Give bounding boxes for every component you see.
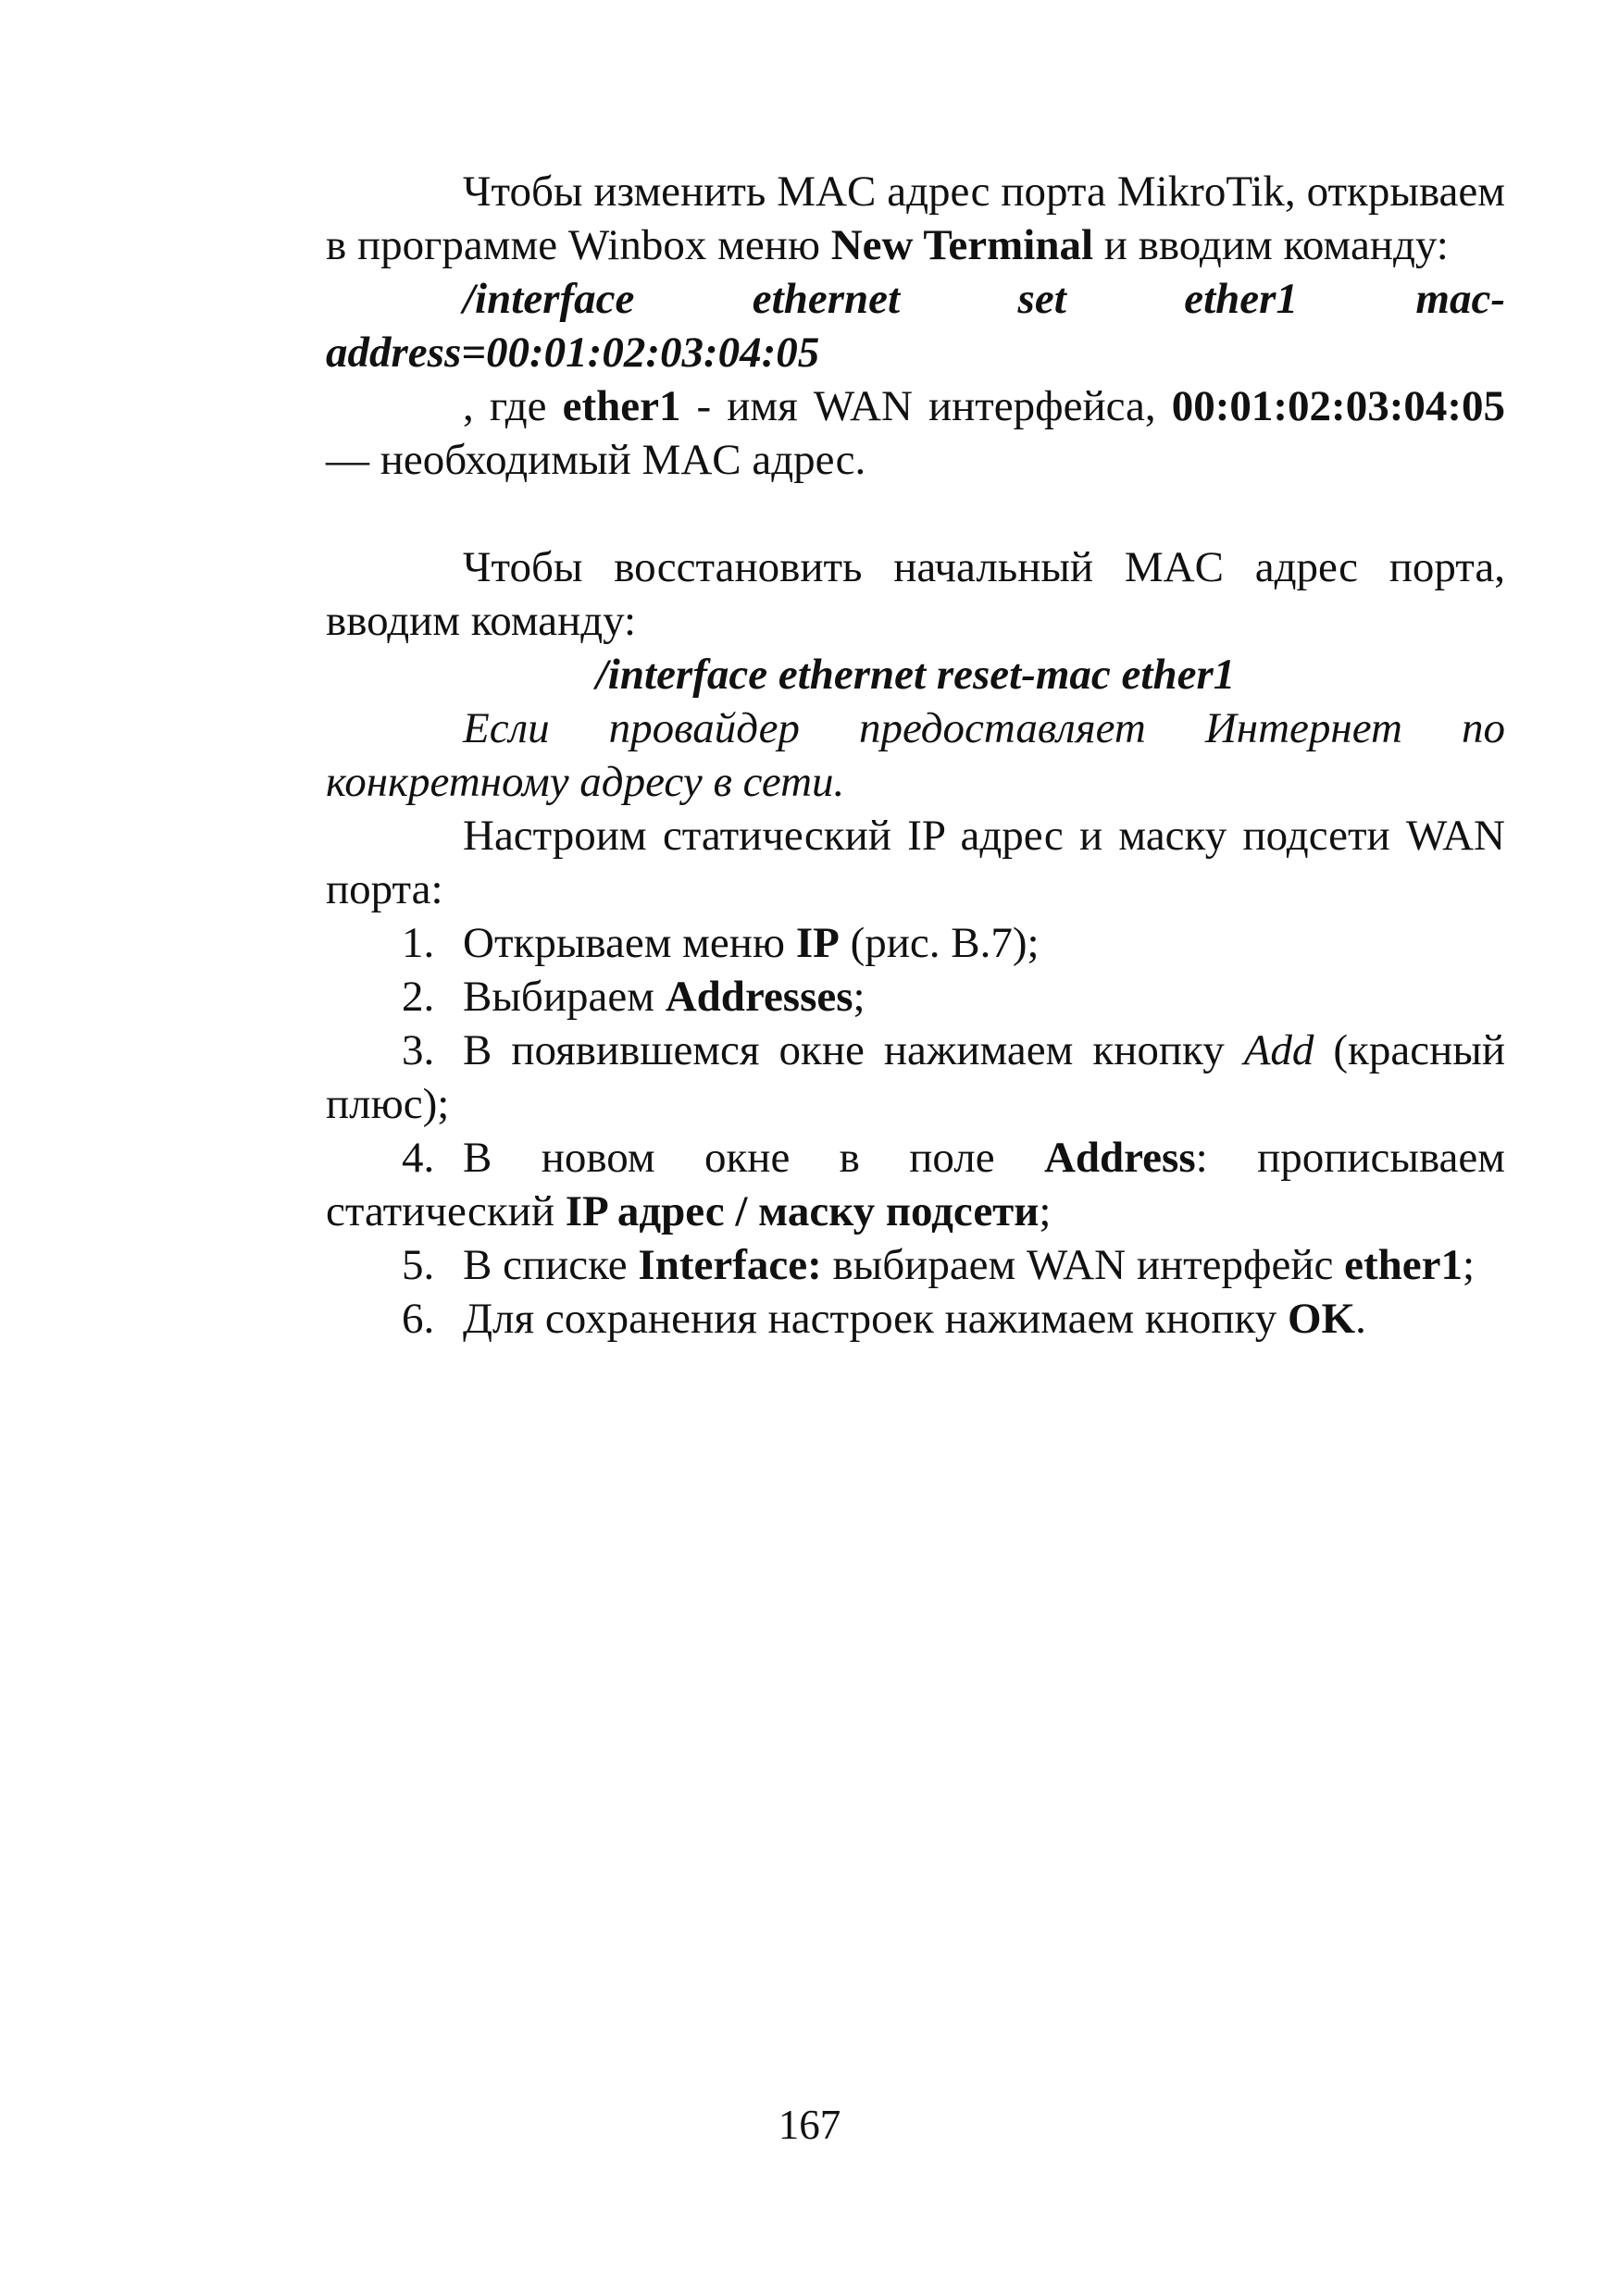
paragraph-restore-mac: Чтобы восстановить начальный MAC адрес порта, вводим команду: [326, 543, 1505, 645]
text: В новом окне в поле [463, 1134, 1044, 1182]
paragraph-change-mac [326, 165, 1505, 272]
text: : прописываем статический [326, 1134, 1505, 1235]
interface-name: ether1 [1344, 1241, 1463, 1289]
ip-mask-text: IP адрес / маску подсети [565, 1187, 1040, 1235]
text: Открываем меню [463, 919, 796, 967]
list-item [326, 970, 1505, 1024]
page-body [326, 165, 1505, 1346]
subheading-static-ip [326, 701, 1505, 809]
text: Выбираем [463, 973, 666, 1021]
spacer [326, 487, 1505, 540]
menu-name-addresses: Addresses [665, 973, 853, 1021]
text: . [1355, 1295, 1366, 1343]
interface-name: ether1 [562, 382, 681, 430]
text: Для сохранения настроек нажимаем кнопку [463, 1295, 1288, 1343]
page-number: 167 [778, 2102, 841, 2148]
list-item [326, 1292, 1505, 1346]
text: ; [1462, 1241, 1476, 1289]
list-number: 6. [402, 1295, 435, 1343]
command-set-mac: /interface ethernet set ether1 mac-address=00:01:02:03:04:05 [326, 275, 1505, 377]
text: ; [1039, 1187, 1052, 1235]
list-item [326, 1024, 1505, 1131]
menu-name-ip: IP [795, 919, 840, 967]
italic-text: Если провайдер предоставляет Интернет по конкретному адресу в сети. [326, 704, 1505, 806]
list-item [326, 1131, 1505, 1238]
mac-value: 00:01:02:03:04:05 [1171, 382, 1506, 430]
text: В списке [463, 1241, 639, 1289]
text: (красный плюс); [326, 1026, 1505, 1128]
text: - имя WAN интерфейса, [680, 382, 1172, 430]
text: Чтобы изменить MAC адрес порта MikroTik, открываем в программе Winbox меню [326, 168, 1505, 269]
list-item [326, 1238, 1505, 1292]
text: В появившемся окне нажимаем кнопку [463, 1026, 1244, 1074]
list-number: 1. [402, 919, 435, 967]
list-number: 5. [402, 1241, 435, 1289]
text: выбираем WAN интерфейс [821, 1241, 1345, 1289]
paragraph-static-ip: Настроим статический IP адрес и маску подсети WAN порта: [326, 812, 1505, 913]
text: и вводим команду: [1093, 221, 1449, 269]
field-name-interface: Interface: [638, 1241, 822, 1289]
text: (рис. В.7); [839, 919, 1040, 967]
text: — необходимый MAC адрес. [326, 436, 866, 484]
paragraph-where [326, 379, 1505, 487]
list-item [326, 916, 1505, 970]
text: , где [463, 382, 563, 430]
list-number: 2. [402, 973, 435, 1021]
menu-name-new-terminal: New Terminal [830, 221, 1094, 269]
text: ; [853, 973, 866, 1021]
field-name-address: Address [1043, 1134, 1196, 1182]
list-number: 4. [402, 1134, 435, 1182]
list-number: 3. [402, 1026, 435, 1074]
command-reset-mac: /interface ethernet reset-mac ether1 [595, 651, 1236, 699]
button-name-add: Add [1243, 1026, 1314, 1074]
button-name-ok: OK [1287, 1295, 1356, 1343]
